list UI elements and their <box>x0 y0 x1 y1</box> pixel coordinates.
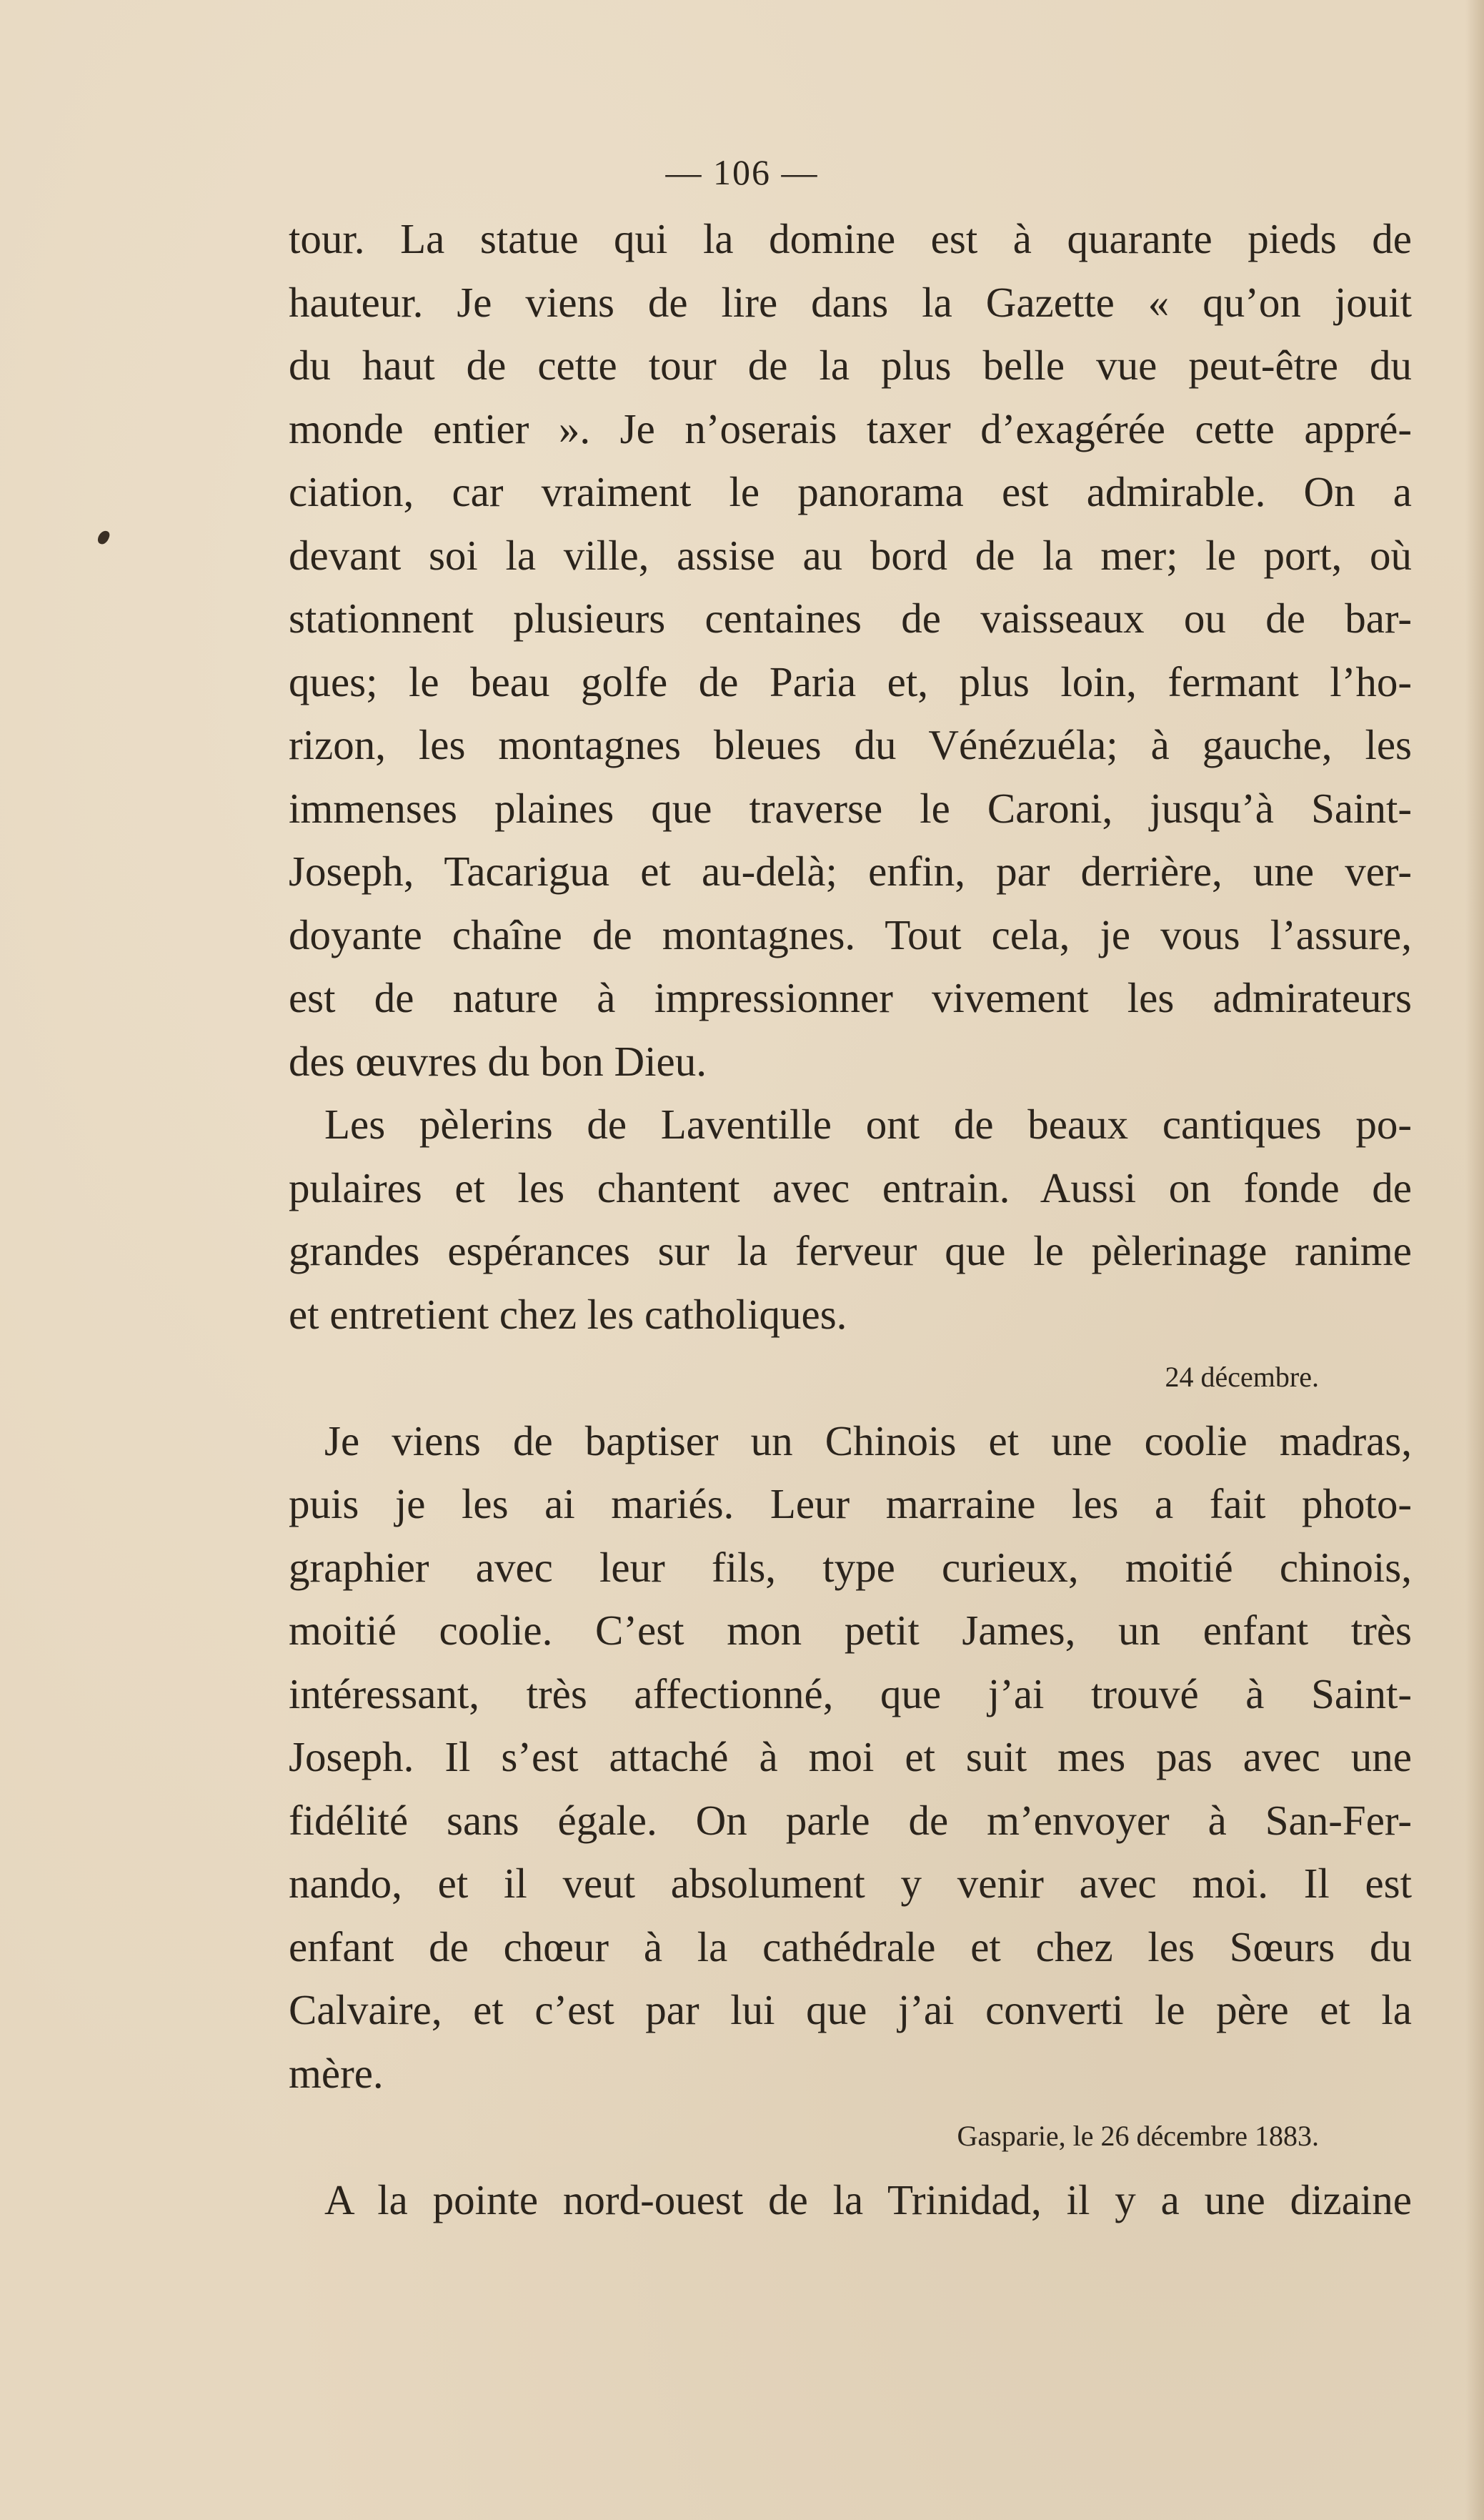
text-line: fidélité sans égale. On parle de m’envoyer à San-Fer- <box>289 1796 1412 1844</box>
text-line: enfant de chœur à la cathédrale et chez les Sœurs du <box>289 1923 1412 1970</box>
text-line: stationnent plusieurs centaines de vaisseaux ou de bar- <box>289 595 1412 642</box>
text-line: Les pèlerins de Laventille ont de beaux cantiques po- <box>324 1101 1412 1148</box>
text-line: ques; le beau golfe de Paria et, plus loin, fermant l’ho- <box>289 658 1412 705</box>
page-number-header: — 106 — <box>665 152 819 192</box>
page-edge-shadow <box>1465 0 1484 2520</box>
text-line: puis je les ai mariés. Leur marraine les a fait photo- <box>289 1480 1412 1527</box>
text-line: ciation, car vraiment le panorama est admirable. On a <box>289 468 1412 515</box>
text-line: graphier avec leur fils, type curieux, moitié chinois, <box>289 1543 1412 1591</box>
text-line: rizon, les montagnes bleues du Vénézuéla; à gauche, les <box>289 721 1412 768</box>
ink-mark <box>96 529 111 546</box>
text-line: immenses plaines que traverse le Caroni, jusqu’à Saint- <box>289 784 1412 832</box>
text-line: intéressant, très affectionné, que j’ai trouvé à Saint- <box>289 1670 1412 1717</box>
text-line: doyante chaîne de montagnes. Tout cela, je vous l’assure, <box>289 911 1412 958</box>
text-line: nando, et il veut absolument y venir avec moi. Il est <box>289 1860 1412 1907</box>
body-text <box>289 207 1412 2231</box>
text-line: monde entier ». Je n’oserais taxer d’exagérée cette appré- <box>289 405 1412 452</box>
text-line: des œuvres du bon Dieu. <box>289 1037 707 1085</box>
text-line: mère. <box>289 2049 384 2097</box>
text-line: du haut de cette tour de la plus belle vue peut-être du <box>289 342 1412 389</box>
text-line: et entretient chez les catholiques. <box>289 1290 847 1338</box>
text-line: Joseph, Tacarigua et au-delà; enfin, par derrière, une ver- <box>289 848 1412 895</box>
text-line: Joseph. Il s’est attaché à moi et suit mes pas avec une <box>289 1733 1412 1780</box>
text-line: hauteur. Je viens de lire dans la Gazette « qu’on jouit <box>289 278 1412 326</box>
text-line: devant soi la ville, assise au bord de la mer; le port, où <box>289 531 1412 579</box>
text-line: moitié coolie. C’est mon petit James, un enfant très <box>289 1607 1412 1654</box>
text-line: Calvaire, et c’est par lui que j’ai converti le père et la <box>289 1986 1412 2033</box>
text-line: pulaires et les chantent avec entrain. Aussi on fonde de <box>289 1164 1412 1211</box>
text-line: Je viens de baptiser un Chinois et une coolie madras, <box>324 1417 1412 1464</box>
text-line: grandes espérances sur la ferveur que le pèlerinage ranime <box>289 1227 1412 1274</box>
text-line: est de nature à impressionner vivement les admirateurs <box>289 974 1412 1021</box>
dateline: 24 décembre. <box>1165 1361 1319 1393</box>
dateline: Gasparie, le 26 décembre 1883. <box>957 2120 1319 2152</box>
text-line: A la pointe nord-ouest de la Trinidad, il y a une dizaine <box>324 2176 1412 2223</box>
text-line: tour. La statue qui la domine est à quarante pieds de <box>289 215 1412 262</box>
